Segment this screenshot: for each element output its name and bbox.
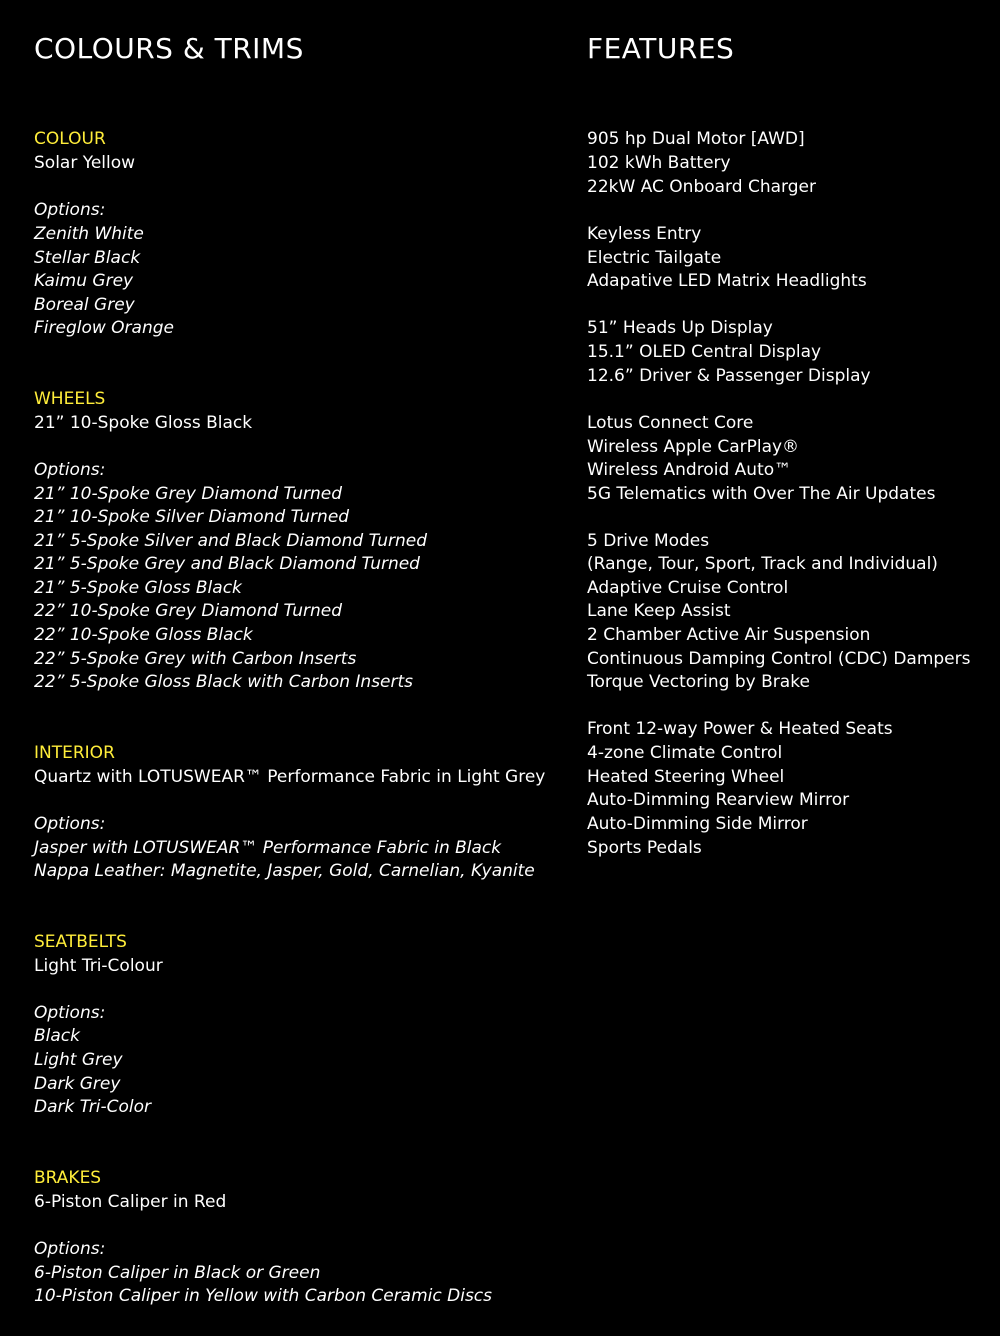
wheels-value: 21” 10-Spoke Gloss Black bbox=[34, 413, 253, 433]
feature-item: Adapative LED Matrix Headlights bbox=[587, 271, 867, 291]
colour-option: Kaimu Grey bbox=[34, 271, 134, 291]
wheels-option: 21” 5-Spoke Grey and Black Diamond Turned bbox=[34, 554, 420, 574]
interior-option: Jasper with LOTUSWEAR™ Performance Fabric in Black bbox=[34, 838, 502, 858]
feature-item: Wireless Android Auto™ bbox=[587, 460, 792, 480]
seatbelts-option: Dark Tri-Color bbox=[34, 1097, 152, 1117]
feature-item: 905 hp Dual Motor [AWD] bbox=[587, 129, 805, 149]
colour-value: Solar Yellow bbox=[34, 153, 136, 173]
wheels-option: 22” 5-Spoke Grey with Carbon Inserts bbox=[34, 649, 357, 669]
seatbelts-label: SEATBELTS bbox=[34, 932, 127, 952]
colours-trims-heading: COLOURS & TRIMS bbox=[34, 32, 304, 65]
feature-item: 102 kWh Battery bbox=[587, 153, 731, 173]
feature-item: Front 12-way Power & Heated Seats bbox=[587, 719, 893, 739]
wheels-option: 21” 5-Spoke Silver and Black Diamond Turned bbox=[34, 531, 428, 551]
wheels-label: WHEELS bbox=[34, 389, 106, 409]
interior-value: Quartz with LOTUSWEAR™ Performance Fabric in Light Grey bbox=[34, 767, 546, 787]
brakes-options-label: Options: bbox=[34, 1239, 106, 1259]
wheels-option: 21” 10-Spoke Silver Diamond Turned bbox=[34, 507, 350, 527]
feature-item: 5 Drive Modes bbox=[587, 531, 710, 551]
colour-option: Zenith White bbox=[34, 224, 144, 244]
brakes-value: 6-Piston Caliper in Red bbox=[34, 1192, 227, 1212]
feature-item: 5G Telematics with Over The Air Updates bbox=[587, 484, 936, 504]
brakes-label: BRAKES bbox=[34, 1168, 102, 1188]
seatbelts-option: Black bbox=[34, 1026, 80, 1046]
feature-item: Heated Steering Wheel bbox=[587, 767, 785, 787]
colour-option: Stellar Black bbox=[34, 248, 141, 268]
feature-item: Auto-Dimming Side Mirror bbox=[587, 814, 808, 834]
feature-item: 12.6” Driver & Passenger Display bbox=[587, 366, 871, 386]
features-heading: FEATURES bbox=[587, 32, 735, 65]
interior-options-label: Options: bbox=[34, 814, 106, 834]
wheels-option: 21” 5-Spoke Gloss Black bbox=[34, 578, 242, 598]
seatbelts-option: Light Grey bbox=[34, 1050, 123, 1070]
feature-item: Auto-Dimming Rearview Mirror bbox=[587, 790, 850, 810]
feature-item: Adaptive Cruise Control bbox=[587, 578, 789, 598]
colour-options-label: Options: bbox=[34, 200, 106, 220]
wheels-options-label: Options: bbox=[34, 460, 106, 480]
colour-option: Fireglow Orange bbox=[34, 318, 174, 338]
interior-option: Nappa Leather: Magnetite, Jasper, Gold, Carnelian, Kyanite bbox=[34, 861, 535, 881]
feature-item: Lotus Connect Core bbox=[587, 413, 754, 433]
feature-item: 4-zone Climate Control bbox=[587, 743, 783, 763]
feature-item: 2 Chamber Active Air Suspension bbox=[587, 625, 871, 645]
wheels-option: 22” 10-Spoke Gloss Black bbox=[34, 625, 253, 645]
wheels-option: 22” 10-Spoke Grey Diamond Turned bbox=[34, 601, 343, 621]
brakes-option: 10-Piston Caliper in Yellow with Carbon Ceramic Discs bbox=[34, 1286, 493, 1306]
feature-item: Lane Keep Assist bbox=[587, 601, 731, 621]
feature-item: Sports Pedals bbox=[587, 838, 702, 858]
feature-item: 51” Heads Up Display bbox=[587, 318, 773, 338]
feature-item: (Range, Tour, Sport, Track and Individual) bbox=[587, 554, 938, 574]
feature-item: Continuous Damping Control (CDC) Dampers bbox=[587, 649, 971, 669]
seatbelts-value: Light Tri-Colour bbox=[34, 956, 163, 976]
wheels-option: 21” 10-Spoke Grey Diamond Turned bbox=[34, 484, 343, 504]
wheels-option: 22” 5-Spoke Gloss Black with Carbon Inserts bbox=[34, 672, 414, 692]
feature-item: 22kW AC Onboard Charger bbox=[587, 177, 816, 197]
brakes-option: 6-Piston Caliper in Black or Green bbox=[34, 1263, 321, 1283]
feature-item: Electric Tailgate bbox=[587, 248, 722, 268]
colour-label: COLOUR bbox=[34, 129, 106, 149]
feature-item: Wireless Apple CarPlay® bbox=[587, 437, 800, 457]
feature-item: 15.1” OLED Central Display bbox=[587, 342, 822, 362]
interior-label: INTERIOR bbox=[34, 743, 115, 763]
seatbelts-options-label: Options: bbox=[34, 1003, 106, 1023]
seatbelts-option: Dark Grey bbox=[34, 1074, 121, 1094]
colour-option: Boreal Grey bbox=[34, 295, 135, 315]
feature-item: Keyless Entry bbox=[587, 224, 702, 244]
feature-item: Torque Vectoring by Brake bbox=[587, 672, 810, 692]
